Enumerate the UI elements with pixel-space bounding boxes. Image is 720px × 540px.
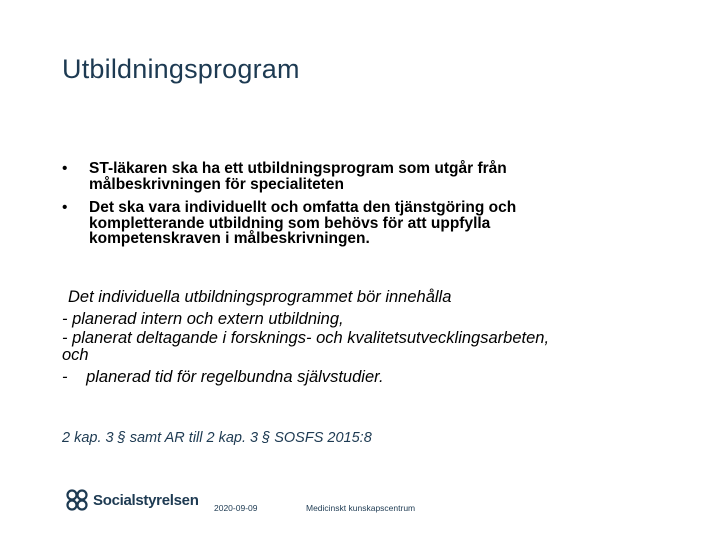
bullet-list: [62, 161, 622, 255]
page-title: Utbildningsprogram: [62, 54, 300, 84]
bullet-text: ST-läkaren ska ha ett utbildningsprogram som utgår från målbeskrivningen för specialiteten: [89, 160, 507, 193]
logo-mark-icon: [64, 488, 90, 512]
bullet-marker: •: [62, 199, 68, 216]
list-line: - planerad intern och extern utbildning,: [62, 310, 344, 328]
list-line-continuation: och: [62, 346, 89, 364]
bullet-marker: •: [62, 160, 68, 177]
source-reference: 2 kap. 3 § samt AR till 2 kap. 3 § SOSFS 2015:8: [62, 430, 372, 446]
bullet-item: [62, 161, 622, 192]
socialstyrelsen-logo: [64, 488, 199, 512]
dash-marker: -: [62, 368, 68, 386]
footer-unit: Medicinskt kunskapscentrum: [306, 503, 416, 513]
intro-line: Det individuella utbildningsprogrammet bör innehålla: [68, 288, 452, 306]
logo-text: Socialstyrelsen: [93, 491, 199, 509]
list-line: [62, 364, 622, 390]
list-line: - planerat deltagande i forsknings- och kvalitetsutvecklingsarbeten,: [62, 329, 550, 347]
list-line-text: planerad tid för regelbundna självstudier.: [86, 368, 384, 386]
bullet-item: [62, 200, 622, 247]
bullet-text: Det ska vara individuellt och omfatta den tjänstgöring och kompletterande utbildning som behövs för att uppfylla kompetenskraven i målbeskrivningen.: [89, 199, 517, 247]
program-content-text: [62, 286, 622, 390]
footer-date: 2020-09-09: [214, 503, 258, 513]
